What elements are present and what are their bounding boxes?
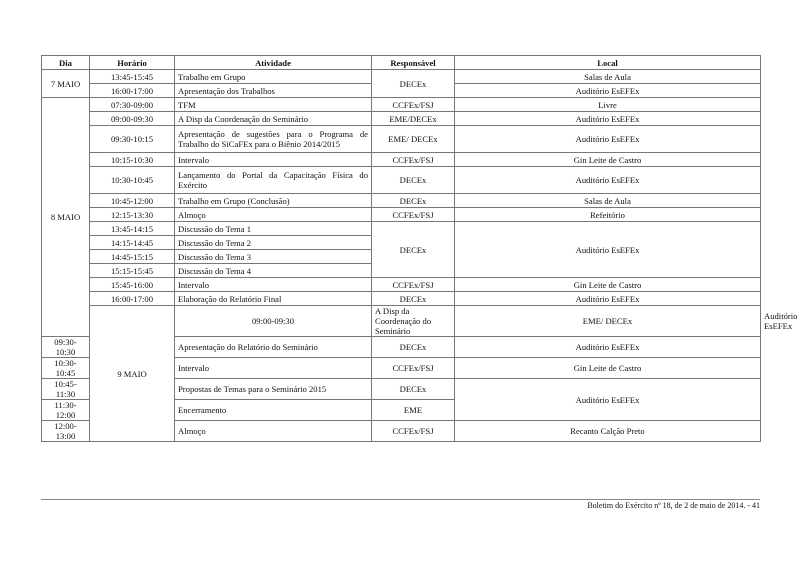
location-cell: Auditório EsEFEx [455, 222, 761, 278]
responsible-cell: DECEx [372, 70, 455, 98]
activity-cell: Almoço [175, 421, 372, 442]
responsible-cell: EME/DECEx [372, 112, 455, 126]
time-cell: 09:30-10:15 [90, 126, 175, 153]
location-cell: Recanto Calção Preto [455, 421, 761, 442]
header-responsavel: Responsável [372, 56, 455, 70]
table-row [42, 126, 761, 153]
responsible-cell: EME/ DECEx [455, 306, 761, 337]
time-cell: 12:15-13:30 [90, 208, 175, 222]
location-cell: Auditório EsEFEx [455, 337, 761, 358]
time-cell: 13:45-15:45 [90, 70, 175, 84]
time-cell: 10:45-11:30 [42, 379, 90, 400]
responsible-cell: CCFEx/FSJ [372, 153, 455, 167]
activity-cell: TFM [175, 98, 372, 112]
table-row [42, 194, 761, 208]
table-row [42, 70, 761, 84]
activity-cell: Intervalo [175, 278, 372, 292]
activity-cell: Intervalo [175, 153, 372, 167]
time-cell: 09:30-10:30 [42, 337, 90, 358]
responsible-cell: DECEx [372, 222, 455, 278]
activity-cell: Encerramento [175, 400, 372, 421]
time-cell: 14:15-14:45 [90, 236, 175, 250]
activity-cell: Discussão do Tema 2 [175, 236, 372, 250]
activity-cell: Apresentação do Relatório do Seminário [175, 337, 372, 358]
time-cell: 09:00-09:30 [90, 112, 175, 126]
activity-cell: Discussão do Tema 3 [175, 250, 372, 264]
header-dia: Dia [42, 56, 90, 70]
table-row [42, 98, 761, 112]
time-cell: 14:45-15:15 [90, 250, 175, 264]
activity-cell: A Disp da Coordenação do Seminário [372, 306, 455, 337]
location-cell: Auditório EsEFEx [455, 126, 761, 153]
activity-cell: Intervalo [175, 358, 372, 379]
time-cell: 16:00-17:00 [90, 84, 175, 98]
responsible-cell: CCFEx/FSJ [372, 98, 455, 112]
location-cell: Auditório EsEFEx [455, 84, 761, 98]
time-cell: 07:30-09:00 [90, 98, 175, 112]
header-row [42, 56, 761, 70]
table-row [42, 208, 761, 222]
activity-cell: Trabalho em Grupo [175, 70, 372, 84]
activity-cell: A Disp da Coordenação do Seminário [175, 112, 372, 126]
table-row [42, 292, 761, 306]
responsible-cell: DECEx [372, 194, 455, 208]
day-cell: 9 MAIO [90, 306, 175, 442]
activity-cell: Almoço [175, 208, 372, 222]
header-horario: Horário [90, 56, 175, 70]
time-cell: 13:45-14:15 [90, 222, 175, 236]
responsible-cell: CCFEx/FSJ [372, 358, 455, 379]
header-atividade: Atividade [175, 56, 372, 70]
time-cell: 10:45-12:00 [90, 194, 175, 208]
responsible-cell: EME/ DECEx [372, 126, 455, 153]
table-row [42, 222, 761, 236]
table-row [42, 278, 761, 292]
schedule-table [41, 55, 798, 442]
location-cell: Salas de Aula [455, 70, 761, 84]
activity-cell: Trabalho em Grupo (Conclusão) [175, 194, 372, 208]
responsible-cell: DECEx [372, 167, 455, 194]
location-cell: Gin Leite de Castro [455, 278, 761, 292]
time-cell: 12:00-13:00 [42, 421, 90, 442]
location-cell: Refeitório [455, 208, 761, 222]
responsible-cell: DECEx [372, 337, 455, 358]
responsible-cell: DECEx [372, 292, 455, 306]
time-cell: 10:30-10:45 [90, 167, 175, 194]
location-cell: Livre [455, 98, 761, 112]
location-cell: Auditório EsEFEx [455, 292, 761, 306]
page-footer: Boletim do Exército nº 18, de 2 de maio de 2014. - 41 [587, 501, 760, 510]
header-local: Local [455, 56, 761, 70]
time-cell: 15:45-16:00 [90, 278, 175, 292]
activity-cell: Elaboração do Relatório Final [175, 292, 372, 306]
table-row [42, 167, 761, 194]
time-cell: 10:15-10:30 [90, 153, 175, 167]
responsible-cell: CCFEx/FSJ [372, 208, 455, 222]
time-cell: 11:30-12:00 [42, 400, 90, 421]
location-cell: Gin Leite de Castro [455, 358, 761, 379]
time-cell: 10:30-10:45 [42, 358, 90, 379]
footer-rule [41, 499, 760, 500]
responsible-cell: DECEx [372, 379, 455, 400]
location-cell: Auditório EsEFEx [455, 112, 761, 126]
responsible-cell: CCFEx/FSJ [372, 278, 455, 292]
time-cell: 09:00-09:30 [175, 306, 372, 337]
location-cell: Auditório EsEFEx [455, 379, 761, 421]
table-row [42, 153, 761, 167]
activity-cell: Discussão do Tema 4 [175, 264, 372, 278]
day-cell: 7 MAIO [42, 70, 90, 98]
responsible-cell: CCFEx/FSJ [372, 421, 455, 442]
table-row: 9 MAIO 09:00-09:30 A Disp da Coordenação do Seminário EME/ DECEx Auditório EsEFEx [42, 306, 761, 337]
time-cell: 16:00-17:00 [90, 292, 175, 306]
location-cell: Salas de Aula [455, 194, 761, 208]
table-row [42, 112, 761, 126]
responsible-cell: EME [372, 400, 455, 421]
activity-cell: Apresentação de sugestões para o Programa de Trabalho do SiCaFEx para o Biênio 2014/2015 [175, 126, 372, 153]
activity-cell: Lançamento do Portal da Capacitação Física do Exército [175, 167, 372, 194]
location-cell: Gin Leite de Castro [455, 153, 761, 167]
activity-cell: Propostas de Temas para o Seminário 2015 [175, 379, 372, 400]
activity-cell: Discussão do Tema 1 [175, 222, 372, 236]
day-cell: 8 MAIO [42, 98, 90, 337]
location-cell: Auditório EsEFEx [455, 167, 761, 194]
time-cell: 15:15-15:45 [90, 264, 175, 278]
activity-cell: Apresentação dos Trabalhos [175, 84, 372, 98]
